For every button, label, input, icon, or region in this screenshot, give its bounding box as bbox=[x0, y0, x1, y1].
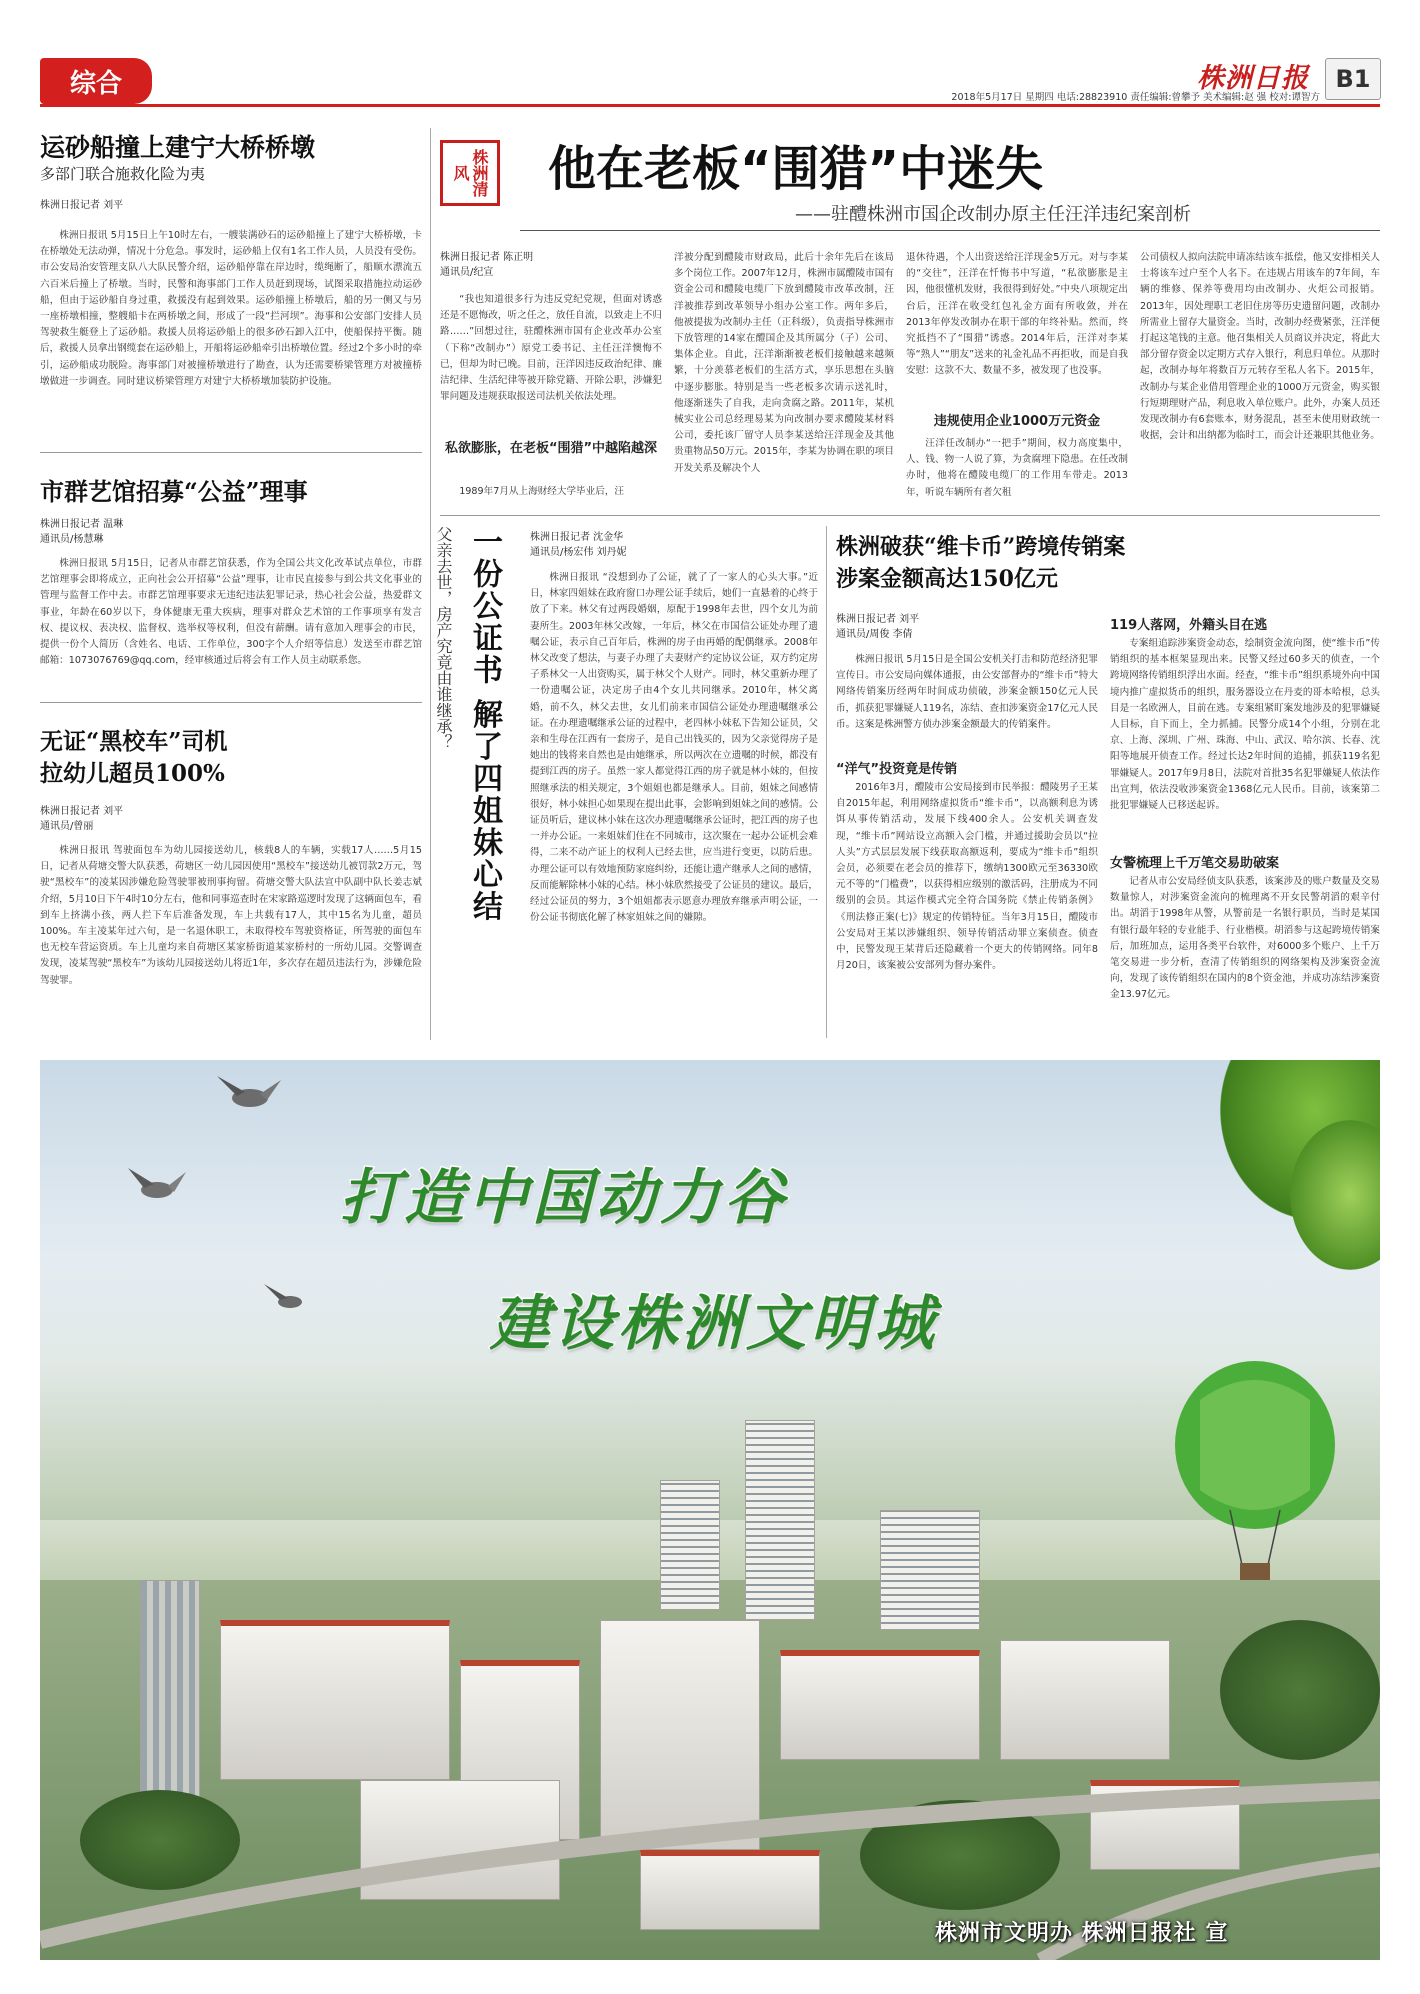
right-title-l2: 涉案金额高达150亿元 bbox=[836, 566, 1058, 592]
column-seal bbox=[440, 140, 500, 206]
article-3-title-l2: 拉幼儿超员100% bbox=[40, 760, 225, 787]
tower-building bbox=[745, 1420, 815, 1620]
mid-byline-2: 通讯员/杨宏伟 刘丹妮 bbox=[530, 547, 627, 558]
banner-credit: 株洲市文明办 株洲日报社 宣 bbox=[935, 1921, 1229, 1946]
article-1-title: 运砂船撞上建宁大桥桥墩 bbox=[40, 133, 316, 162]
divider bbox=[40, 452, 422, 453]
mid-byline: 株洲日报记者 沈金华 bbox=[530, 532, 624, 543]
article-3-title-l1: 无证“黑校车”司机 bbox=[40, 728, 228, 755]
lead-col-3-body: 汪洋任改制办“一把手”期间，权力高度集中，人、钱、物一人说了算，为贪腐埋下隐患。在任改制办时，他将在醴陵电缆厂的工作用车带走。2013年，听说车辆所有者欠租 bbox=[906, 438, 1128, 498]
divider bbox=[40, 702, 422, 703]
right-col-2-subhead-2: 女警梳理上千万笔交易助破案 bbox=[1110, 856, 1280, 871]
factory-building bbox=[780, 1650, 980, 1760]
article-2-title: 市群艺馆招募“公益”理事 bbox=[40, 477, 308, 506]
mid-title: 一份公证书 解了四姐妹心结 bbox=[467, 526, 502, 923]
article-2-byline: 株洲日报记者 温琳 bbox=[40, 519, 124, 530]
tower-building bbox=[880, 1510, 980, 1630]
article-3-byline: 株洲日报记者 刘平 bbox=[40, 806, 124, 817]
hot-air-balloon-icon bbox=[1170, 1360, 1340, 1600]
slogan-line-2: 建设株洲文明城 bbox=[490, 1289, 938, 1359]
lead-byline: 株洲日报记者 陈正明 bbox=[440, 252, 534, 263]
header-info: 2018年5月17日 星期四 电话:28823910 责任编辑:曾攀予 美术编辑:赵 强 校对:谭智方 bbox=[951, 92, 1320, 103]
lead-rule bbox=[520, 230, 1380, 231]
page-number: B1 bbox=[1325, 58, 1381, 100]
lead-col-1-subhead: 私欲膨胀，在老板“围猎”中越陷越深 bbox=[444, 441, 658, 456]
right-title-l1: 株洲破获“维卡币”跨境传销案 bbox=[836, 534, 1126, 560]
mid-kicker: 父亲去世，房产究竟由谁继承？ bbox=[434, 526, 453, 750]
column-seal-text: 株洲清风 bbox=[451, 149, 489, 197]
tower-building bbox=[660, 1480, 720, 1610]
divider bbox=[440, 515, 1380, 516]
article-1-byline: 株洲日报记者 刘平 bbox=[40, 200, 124, 211]
right-col-1-body: 2016年3月，醴陵市公安局接到市民举报：醴陵男子王某自2015年起，利用网络虚拟货币“维卡币”，以高额利息为诱饵从事传销活动，发展下线400余人。公安机关调查发现，“维卡币”网站设立高额入会门槛，并通过援助会员以“拉人头”方式层层发展下线获取高额返利，要成为“维卡币”组织会员，必须要在老会员的推荐下，缴纳1300欧元至36330欧元不等的“门槛费”，以获得相应级别的激活码，注册成为不同级别的会员。其运作模式完全符合国务院《禁止传销条例》《刑法修正案(七)》规定的传销特征。当年3月15日，醴陵市公安局对王某以涉嫌组织、领导传销活动罪立案侦查。侦查中，民警发现王某背后还隐藏着一个更大的传销网络。同年8月20日，该案被公安部列为督办案件。 bbox=[836, 782, 1098, 972]
lead-byline-2: 通讯员/纪宣 bbox=[440, 267, 494, 278]
slogan-line-1: 打造中国动力谷 bbox=[340, 1163, 788, 1233]
article-3-byline-2: 通讯员/曾丽 bbox=[40, 821, 94, 832]
tree-cluster bbox=[1220, 1620, 1380, 1760]
article-2-byline-2: 通讯员/杨慧琳 bbox=[40, 534, 104, 545]
masthead-logo: 株洲日报 bbox=[1197, 63, 1309, 94]
lead-subtitle: ——驻醴株洲市国企改制办原主任汪洋违纪案剖析 bbox=[795, 204, 1191, 225]
banner-image bbox=[40, 1060, 1380, 1960]
right-col-2-subhead: 119人落网，外籍头目在逃 bbox=[1110, 618, 1268, 633]
mid-body: 株洲日报讯 “没想到办了公证，就了了一家人的心头大事。”近日，林家四姐妹在政府窗口办理公证手续后，她们一直悬着的心终于放了下来。林父有过两段婚姻，原配于1998年去世，四个女儿为前妻所生。2003年林父改嫁，一年后，林父在市国信公证处办理了遗嘱公证，表示自己百年后，株洲的房子由再婚的配偶继承。2008年林父改变了想法，与妻子办理了夫妻财产约定协议公证，双方约定房子系林父一人出资购买，属于林父个人财产。同时，林父重新办理了一份遗嘱公证，决定房子由4个女儿共同继承。2010年，林父离婚，前不久，林父去世，女儿们前来市国信公证处办理遗嘱继承公证。在办理遗嘱继承公证的过程中，老四林小妹私下告知公证员，父亲和生母在江西有一套房子，是自己出钱买的，因为父亲觉得房子是她出的钱将来自然也是由她继承，所以两次在立遗嘱的时候，都没有提到江西的房子。虽然一家人都觉得江西的房子就是林小妹的，但按照继承法的相关规定，3个姐姐也都是继承人。目前，姐妹之间感情很好，林小妹担心如果现在提出此事，会影响到姐妹之间的感情。公证员听后，建议林小妹在这次办理遗嘱继承公证时，把江西的房子也一并办公证。一来姐妹们住在不同城市，这次聚在一起办公证机会难得，二来不动产证上的权利人已经去世，应当进行变更，以防后患。办理公证可以有效地预防家庭纠纷，还能让遗产继承人之间的感情，反而能解除林小妹的心结。林小妹欣然接受了公证员的建议。最后，经过公证员的努力，3个姐姐都表示愿意办理放弃继承声明公证，一份公证书彻底化解了林家姐妹之间的嫌隙。 bbox=[530, 572, 818, 924]
lead-col-1-tail: 1989年7月从上海财经大学毕业后，汪 bbox=[459, 486, 625, 497]
factory-building bbox=[220, 1620, 450, 1780]
factory-building bbox=[1000, 1640, 1170, 1760]
article-2-body: 株洲日报讯 5月15日，记者从市群艺馆获悉，作为全国公共文化改革试点单位，市群艺馆理事会即将成立，正向社会公开招募“公益”理事，让市民直接参与到公共文化事业的管理与监督工作中去。市群艺馆理事要求无违纪违法犯罪记录，热心社会公益，热爱群文事业，年龄在60岁以下，身体健康无重大疾病，理事对群众艺术馆的工作事项享有发言权、提议权、表决权、监督权、选举权等权利，但没有薪酬。请有意加入理事会的市民，提供一份个人简历（含姓名、电话、工作单位，300字个人介绍等信息）发送至市群艺馆邮箱：1073076769@qq.com，经审核通过后将会有工作人员主动联系您。 bbox=[40, 558, 422, 667]
lead-col-3: 退休待遇，个人出资送给汪洋现金5万元。对与李某的“交往”，汪洋在忏悔书中写道，“私欲膨胀是主因，他很懂机发财，我很得到好处。”中央八项规定出台后，汪洋在收受红包礼金方面有所收敛，并在2013年停发改制办在职干部的年终补贴。然而，终究抵挡不了“围猎”诱惑。2014年后，汪洋对李某等“熟人”“朋友”送来的礼金礼品不再拒收，而是自我安慰：这款不大、数量不多，被发现了也没事。 bbox=[906, 252, 1128, 377]
lead-col-1: “我也知道很多行为违反党纪党规，但面对诱惑还是不愿悔改，听之任之，放任自流，以致走上不归路……”回想过往，驻醴株洲市国有企业改革办公室（下称“改制办”）原党工委书记、主任汪洋懊悔不已，但却为时已晚。目前，汪洋因违反政治纪律、廉洁纪律、生活纪律等被开除党籍、开除公职，涉嫌犯罪问题及违规获取报送司法机关依法处理。 bbox=[440, 294, 662, 403]
right-col-2-body: 专案组追踪涉案资金动态，绘制资金流向图，使“维卡币”传销组织的基本框架显现出来。民警又经过60多天的侦查，一个跨境网络传销组织浮出水面。经查，“维卡币”组织系境外向中国境内推广虚拟货币的组织，服务器设立在丹麦的哥本哈根，总头目是一名欧洲人，目前在逃。专案组紧盯案发地涉及的犯罪嫌疑人目标，自下而上，全力抓捕。民警分成14个小组，分别在北京、上海、深圳、广州、珠海、中山、武汉、哈尔滨、长春、沈阳等地展开侦查工作。经过长达2年时间的追捕，抓获119名犯罪嫌疑人。2017年9月8日，法院对首批35名犯罪嫌疑人依法作出宣判，依法没收涉案资金1368亿元人民币。目前，该案第二批犯罪嫌疑人已移送起诉。 bbox=[1110, 638, 1380, 812]
article-3-body: 株洲日报讯 驾驶面包车为幼儿园接送幼儿，核载8人的车辆，实载17人……5月15日，记者从荷塘交警大队获悉，荷塘区一幼儿园因使用“黑校车”接送幼儿被罚款2万元，驾驶“黑校车”的凌某因涉嫌危险驾驶罪被刑事拘留。荷塘交警大队法宣中队副中队长姜志斌介绍，5月10日下午4时10分左右，他和同事巡查时在宋家路巡逻时发现了这辆面包车，看到车上挤满小孩，两人拦下车后准备发现，车上共载有17人，其中15名为儿童，超员100%。车主凌某年过六旬，是一名退休职工，未取得校车驾驶资格证，所驾驶的面包车也无校车营运资质。车上儿童均来自荷塘区某家桥街道某家桥村的一所幼儿园。交警调查发现，凌某驾驶“黑校车”为该幼儿园接送幼儿将近1年，多次存在超员违法行为，涉嫌危险驾驶罪。 bbox=[40, 845, 422, 986]
pigeon-icon bbox=[260, 1280, 320, 1320]
lead-col-4: 公司债权人拟向法院申请冻结该车抵偿，他又安排相关人士将该车过户至个人名下。在违规占用该车的7年间，车辆的维修、保养等费用均由改制办、火炬公司报销。2013年，因处理职工老旧住房等历史遗留问题，改制办所需业上留存大量资金。当时，改制办经费紧张，汪洋便打起这笔钱的主意。他召集相关人员商议并决定，将此大部分留存资金以定期方式存入银行，利息归单位。从那时起，改制办每年将数百万元转存至私人名下。2015年，改制办与某企业借用管理企业的1000万元资金，购买银行短期理财产品，利息收入单位账户。此外，办案人员还发现改制办有6套账本，财务混乱，甚至未使用财政统一收据，会计和出纳都为临时工，而会计还兼职其他业务。 bbox=[1140, 252, 1380, 442]
right-col-1: 株洲日报讯 5月15日是全国公安机关打击和防范经济犯罪宣传日。市公安局向媒体通报，由公安部督办的“维卡币”特大网络传销案历经两年时间成功侦破，涉案金额150亿元人民币，抓获犯罪嫌疑人119名，冻结、查扣涉案资金17亿元人民币。这案是株洲警方侦办涉案金额最大的传销案件。 bbox=[836, 654, 1098, 730]
lead-title: 他在老板“围猎”中迷失 bbox=[548, 141, 1044, 197]
lead-col-2: 洋被分配到醴陵市财政局，此后十余年先后在该局多个岗位工作。2007年12月，株洲市属醴陵市国有资金公司和醴陵电缆厂下放到醴陵市改革改制，汪洋被推荐到改革领导小组办公室工作。两年多后，他被提拔为改制办主任（正科级），负责指导株洲市下放管理的14家在醴国企及其所属分（子）公司、集体企业。自此，汪洋渐渐被老板们接触越来越频繁，十分羡慕老板们的生活方式，享乐思想在头脑中逐步膨胀。特别是当一些老板多次请示送礼时，他逐渐迷失了自我，走向贪腐之路。2011年，某机械实业公司总经理易某为向改制办要求醴陵某材料公司，委托该厂留守人员李某送给汪洋现金及其他贵重物品50万元。2015年，李某为协调在职的项目开发关系及解决个人 bbox=[674, 252, 894, 474]
right-col-2-body-2: 记者从市公安局经侦支队获悉，该案涉及的账户数量及交易数量惊人，对涉案资金流向的梳理离不开女民警胡滔的艰辛付出。胡滔于1998年从警，从警前是一名银行职员，当时是某国有银行最年轻的专业能手、行业楷模。胡滔参与这起跨境传销案后，加班加点，运用各类平台软件，对6000多个账户、上千万笔交易进一步分析，查清了传销组织的网络架构及涉案资金流向，发现了该传销组织在国内的8个资金池，并成功冻结涉案资金13.97亿元。 bbox=[1110, 876, 1380, 1001]
right-byline-2: 通讯员/周俊 李倩 bbox=[836, 629, 913, 640]
right-byline: 株洲日报记者 刘平 bbox=[836, 614, 920, 625]
pigeon-icon bbox=[122, 1162, 192, 1212]
column-rule bbox=[430, 128, 431, 1040]
lead-col-3-subhead: 违规使用企业1000万元资金 bbox=[933, 414, 1101, 429]
header-rule bbox=[40, 104, 1380, 107]
right-col-1-subhead: “洋气”投资竟是传销 bbox=[836, 762, 958, 777]
pigeon-icon bbox=[215, 1068, 285, 1118]
section-tag: 综合 bbox=[40, 58, 152, 104]
article-1-body: 株洲日报讯 5月15日上午10时左右，一艘装满砂石的运砂船撞上了建宁大桥桥墩，卡在桥墩处无法动弹，情况十分危急。事发时，运砂船上仅有1名工作人员，人员没有受伤。市公安局治安管理支队八大队民警介绍，运砂船停靠在岸边时，缆绳断了，船顺水漂流五六百米后撞上了桥墩。当时，民警和海事部门工作人员赶到现场，试图采取措施拉动运砂船，但由于运砂船自身过重，救援没有起到效果。运砂船撞上桥墩后，船的另一侧又与另一座桥墩相撞，整艘船卡在两桥墩之间，形成了一段“拦河坝”。海事和公安部门安排人员驾驶救生艇登上了运砂船。救援人员将运砂船上的很多砂石卸入江中，使船保持平衡。随后，救援人员拿出钢缆套在运砂船上，开船将运砂船牵引出桥墩位置。经过2个多小时的牵引，运砂船成功脱险。海事部门对被撞桥墩进行了勘查，认为还需要桥梁管理方对被撞桥墩做进一步调查。同时建议桥梁管理方对建宁大桥桥墩加装防护设施。 bbox=[40, 230, 422, 387]
column-rule bbox=[826, 526, 827, 1038]
article-1-subtitle: 多部门联合施救化险为夷 bbox=[40, 165, 206, 183]
